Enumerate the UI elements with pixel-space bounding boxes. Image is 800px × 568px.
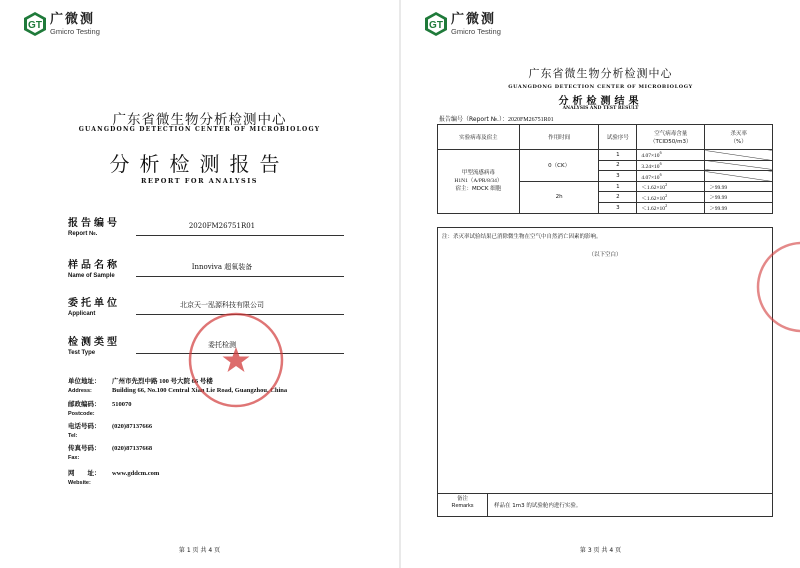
conc-value: ＜1.62×10 <box>641 184 666 191</box>
kill-cell-empty <box>705 171 773 182</box>
field-label-en: Name of Sample <box>68 273 115 279</box>
time-cell: 0（CK） <box>519 150 599 182</box>
report-title-en: REPORT FOR ANALYSIS <box>141 177 258 185</box>
contact-label: 邮政编码： <box>68 400 101 408</box>
logo-cn: 广微测 <box>451 11 497 27</box>
svg-text:GT: GT <box>429 20 443 31</box>
contact-postcode <box>68 400 132 419</box>
results-page <box>401 0 800 568</box>
report-title: 分析检测报告 <box>109 152 290 176</box>
trial-cell: 2 <box>599 192 637 203</box>
header-conc-unit: （TCID50/m3） <box>650 139 692 145</box>
conc-cell <box>637 202 705 213</box>
logo-en: Gmicro Testing <box>451 26 501 36</box>
kill-cell: ＞99.99 <box>705 202 773 213</box>
field-underline <box>136 235 344 236</box>
center-title-en: GUANGDONG DETECTION CENTER OF MICROBIOLOGY <box>508 84 693 90</box>
field-label: 检测类型 <box>68 337 120 348</box>
kill-cell: ＞99.99 <box>705 181 773 192</box>
report-number <box>439 114 554 123</box>
field-label: 报告编号 <box>68 218 120 229</box>
report-number-value: 2020FM26751R01 <box>507 117 554 123</box>
header-time: 作用时间 <box>519 125 599 150</box>
conc-exponent: 2 <box>665 192 668 198</box>
sample-name-value: Innoviva 超氧装备 <box>191 263 253 271</box>
official-stamp <box>186 310 286 410</box>
header-conc <box>637 125 705 150</box>
official-stamp-partial <box>756 232 800 342</box>
remarks-label-cn: 备注 <box>456 496 468 502</box>
conc-exponent: 6 <box>659 150 662 156</box>
conc-cell <box>637 171 705 182</box>
logo <box>24 12 100 36</box>
trial-cell: 2 <box>599 160 637 171</box>
kill-cell-empty <box>705 160 773 171</box>
contact-label: 电话号码： <box>68 422 101 430</box>
contact-label: 单位地址： <box>68 377 101 385</box>
header-conc-label: 空气病毒含量 <box>654 131 688 137</box>
contact-label-en: Address: <box>68 388 92 395</box>
virus-line: 宿主：MDCK 细胞 <box>455 186 502 193</box>
page-footer: 第 3 页 共 4 页 <box>579 547 622 554</box>
results-title-en: ANALYSIS AND TEST RESULT <box>562 106 639 111</box>
center-title: 广东省微生物分析检测中心 <box>528 67 673 80</box>
contact-label: 传真号码： <box>68 444 101 452</box>
time-cell: 2h <box>519 181 599 213</box>
test-type-value: 委托检测 <box>208 341 236 349</box>
kill-cell-empty <box>705 150 773 161</box>
conc-value: 3.24×10 <box>641 163 660 170</box>
contact-label-en: Fax: <box>68 455 80 462</box>
contact-value: (020)87137668 <box>112 445 153 452</box>
trial-cell: 3 <box>599 171 637 182</box>
trial-cell: 1 <box>599 150 637 161</box>
remarks-label-en: Remarks <box>451 502 474 509</box>
conc-exponent: 2 <box>665 182 668 188</box>
contact-value-en: Building 66, No.100 Central Xian Lie Road, Guangzhou, China <box>112 387 288 395</box>
conc-cell <box>637 192 705 203</box>
table-header-row <box>438 125 773 150</box>
virus-line: 甲型流感病毒 <box>461 169 495 176</box>
report-number-label: 报告编号（Report №.）： <box>439 116 508 123</box>
contact-label-en: Postcode: <box>68 411 95 418</box>
contact-value: www.gddcm.com <box>112 470 160 477</box>
virus-cell <box>438 150 520 214</box>
header-virus: 实验病毒及宿主 <box>438 125 520 150</box>
field-label: 委托单位 <box>68 298 120 309</box>
contact-label-en: Tel: <box>68 433 78 440</box>
field-label-en: Report №. <box>68 231 98 237</box>
logo-en: Gmicro Testing <box>50 26 100 36</box>
field-label: 样品名称 <box>68 260 120 271</box>
trial-cell: 3 <box>599 202 637 213</box>
conc-exponent: 2 <box>665 203 668 209</box>
remarks-row <box>438 493 772 516</box>
center-title: 广东省微生物分析检测中心 <box>112 112 287 128</box>
header-kill-unit: （%） <box>730 139 747 145</box>
conc-value: ＜1.62×10 <box>641 206 666 213</box>
conc-value: 4.07×10 <box>641 153 660 160</box>
trial-cell: 1 <box>599 181 637 192</box>
contact-website <box>68 469 159 488</box>
applicant-value: 北京天一泓源科技有限公司 <box>180 301 264 309</box>
page-footer: 第 1 页 共 4 页 <box>178 547 221 554</box>
conc-value: 4.07×10 <box>641 174 660 181</box>
table-row <box>438 150 773 161</box>
header-kill-label: 杀灭率 <box>730 131 747 137</box>
logo <box>425 12 501 36</box>
conc-cell <box>637 181 705 192</box>
svg-text:GT: GT <box>28 20 42 31</box>
virus-line: H1N1（A/PR/8/34） <box>454 178 503 185</box>
center-title-en: GUANGDONG DETECTION CENTER OF MICROBIOLOGY <box>78 126 321 133</box>
results-table <box>437 124 773 214</box>
note-text: 注：杀灭率试验结果已消除微生物在空气中自然消亡因素的影响。 <box>442 234 602 240</box>
blank-marker: （以下空白） <box>588 252 622 258</box>
field-underline <box>136 276 344 277</box>
cover-page <box>0 0 399 568</box>
header-kill <box>705 125 773 150</box>
results-title: 分析检测结果 <box>558 96 643 107</box>
contact-fax <box>68 444 152 463</box>
conc-exponent: 6 <box>659 171 662 177</box>
contact-label: 网 址： <box>68 469 101 477</box>
kill-cell: ＞99.99 <box>705 192 773 203</box>
contact-value: (020)87137666 <box>112 423 153 430</box>
gmicro-logo-icon <box>24 12 46 36</box>
logo-cn: 广微测 <box>50 11 96 27</box>
contact-tel <box>68 422 152 441</box>
remarks-value: 样品在 1m3 的试验舱内进行实验。 <box>494 503 582 509</box>
header-trial: 试验序号 <box>599 125 637 150</box>
field-label-en: Test Type <box>68 350 96 356</box>
notes-box <box>437 227 773 517</box>
conc-exponent: 6 <box>659 160 662 166</box>
conc-value: ＜1.62×10 <box>641 195 666 202</box>
gmicro-logo-icon <box>425 12 447 36</box>
remarks-label <box>438 494 488 516</box>
contact-value: 510070 <box>112 401 132 408</box>
conc-cell <box>637 150 705 161</box>
contact-value: 广州市先烈中路 100 号大院 66 号楼 <box>112 378 213 385</box>
contact-label-en: Website: <box>68 480 91 487</box>
report-no-value: 2020FM26751R01 <box>188 222 256 230</box>
conc-cell <box>637 160 705 171</box>
field-label-en: Applicant <box>68 311 96 317</box>
